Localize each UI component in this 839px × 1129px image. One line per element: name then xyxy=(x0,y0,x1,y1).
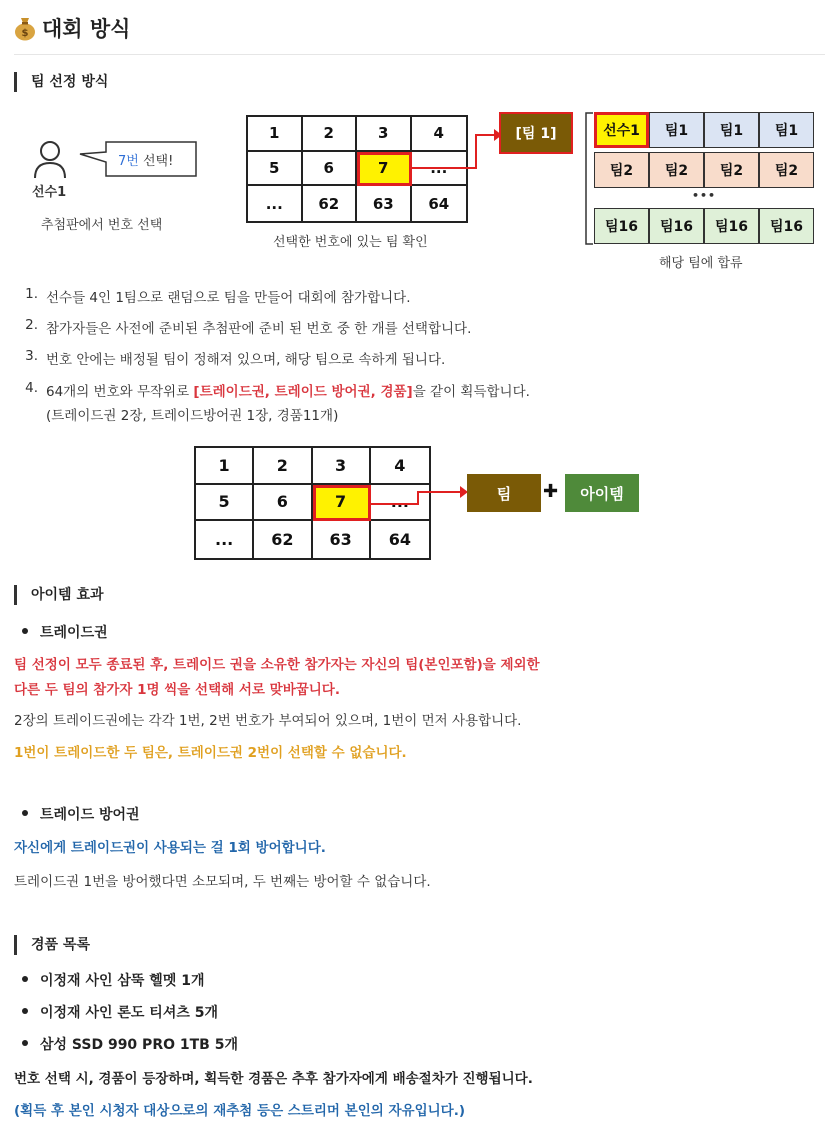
player-slot: 선수1 xyxy=(594,112,649,148)
board-cell: 1 xyxy=(248,117,303,152)
bubble-number: 7번 xyxy=(118,154,139,169)
bracket xyxy=(584,112,594,246)
team-table-cell: 팀2 xyxy=(704,152,759,188)
red-arrow xyxy=(408,125,503,175)
team-box: 팀 xyxy=(467,474,541,512)
items-highlight: [트레이드권, 트레이드 방어권, 경품] xyxy=(193,384,413,400)
section-heading-prizes: 경품 목록 xyxy=(14,935,90,955)
page-title-text: 대회 방식 xyxy=(42,17,131,41)
board-cell: 6 xyxy=(254,485,312,522)
prize-item: 삼성 SSD 990 PRO 1TB 5개 xyxy=(22,1034,238,1054)
board-cell: 3 xyxy=(313,448,371,485)
board-cell: 5 xyxy=(196,485,254,522)
prize-delivery-note: 번호 선택 시, 경품이 등장하며, 획득한 경품은 추후 참가자에게 배송절차가 진행됩니다. xyxy=(14,1071,533,1087)
page-title xyxy=(14,12,130,44)
plus-icon: ✚ xyxy=(543,481,559,502)
selected-cell: 7 xyxy=(357,152,412,187)
board-cell: 3 xyxy=(357,117,412,152)
caption-pick-number: 추첨판에서 번호 선택 xyxy=(41,218,163,233)
person-icon xyxy=(30,140,70,180)
trade-rule-line1: 팀 선정이 모두 종료된 후, 트레이드 권을 소유한 참가자는 자신의 팀(본인포함)을 제외한 xyxy=(14,657,540,673)
more-rows-dots: ••• xyxy=(691,189,717,202)
caption-check-team: 선택한 번호에 있는 팀 확인 xyxy=(273,235,428,250)
prize-item: 이정재 사인 론도 티셔츠 5개 xyxy=(22,1002,218,1022)
steps-list: 1. 선수들 4인 1팀으로 랜덤으로 팀을 만들어 대회에 참가합니다. 2. 참가자들은 사전에 준비된 추첨판에 준비 된 번호 중 한 개를 선택합니다. 3. 번호 안에는 배정될 팀이 정해져 있으며, 해당 팀으로 속하게 됩니다. 4. 64개의 번호와 무작위로 [트레이드권, 트레이드 방어권, 경품]을 같이 획득합니다. (트레이드권 2장, 트레이드방어권 1장, 경품11개) xyxy=(25,286,530,424)
trade-note: 2장의 트레이드권에는 각각 1번, 2번 번호가 부여되어 있으며, 1번이 먼저 사용합니다. xyxy=(14,713,522,729)
board-cell: ... xyxy=(196,521,254,558)
money-bag-icon xyxy=(14,15,36,41)
selected-cell: 7 xyxy=(313,485,371,522)
board-cell: 4 xyxy=(371,448,429,485)
team-table-cell: 팀16 xyxy=(704,208,759,244)
board-cell: 63 xyxy=(313,521,371,558)
board-cell: 62 xyxy=(303,186,358,221)
team-table-cell: 팀2 xyxy=(759,152,814,188)
bullet-dot xyxy=(22,1040,28,1046)
prize-item: 이정재 사인 삼뚝 헬멧 1개 xyxy=(22,970,204,990)
bullet-trade: 트레이드권 xyxy=(22,622,108,642)
svg-text:$: $ xyxy=(21,28,29,39)
defense-note: 트레이드권 1번을 방어했다면 소모되며, 두 번째는 방어할 수 없습니다. xyxy=(14,874,431,890)
team-table-cell: 팀16 xyxy=(759,208,814,244)
board-cell: ... xyxy=(412,152,467,187)
team-table-cell: 팀2 xyxy=(649,152,704,188)
board-cell: 2 xyxy=(303,117,358,152)
bullet-dot xyxy=(22,810,28,816)
trade-rule-line2: 다른 두 팀의 참가자 1명 씩을 선택해 서로 맞바꿉니다. xyxy=(14,682,340,698)
player-label: 선수1 xyxy=(32,185,67,200)
team-table-cell: 팀1 xyxy=(649,112,704,148)
bubble-text: 선택! xyxy=(138,154,174,169)
team-table-cell: 팀16 xyxy=(594,208,649,244)
team-table-cell: 팀16 xyxy=(649,208,704,244)
caption-join-team: 해당 팀에 합류 xyxy=(659,256,743,271)
item-box: 아이템 xyxy=(565,474,639,512)
board-cell: ... xyxy=(248,186,303,221)
section-heading-items: 아이템 효과 xyxy=(14,585,104,605)
red-arrow-2 xyxy=(368,474,470,514)
divider xyxy=(14,54,825,55)
board-cell: 4 xyxy=(412,117,467,152)
team-table-cell: 팀1 xyxy=(759,112,814,148)
board-cell: 64 xyxy=(388,530,411,550)
bullet-dot xyxy=(22,628,28,634)
board-cell: ... xyxy=(371,485,429,522)
prize-redraw-note: (획득 후 본인 시청자 대상으로의 재추첨 등은 스트리머 본인의 자유입니다.) xyxy=(14,1103,465,1119)
defense-rule: 자신에게 트레이드권이 사용되는 걸 1회 방어합니다. xyxy=(14,840,326,856)
board-cell: 63 xyxy=(357,186,412,221)
bullet-dot xyxy=(22,976,28,982)
board-cell: 2 xyxy=(254,448,312,485)
board-cell: 62 xyxy=(254,521,312,558)
board-cell: 5 xyxy=(248,152,303,187)
trade-restriction: 1번이 트레이드한 두 팀은, 트레이드권 2번이 선택할 수 없습니다. xyxy=(14,745,407,761)
section-heading-team: 팀 선정 방식 xyxy=(14,72,108,92)
board-cell: 64 xyxy=(428,194,450,213)
board-cell: 6 xyxy=(303,152,358,187)
board-cell: 1 xyxy=(196,448,254,485)
team-table-cell: 팀2 xyxy=(594,152,649,188)
team-tag: [팀 1] xyxy=(501,114,571,152)
speech-bubble xyxy=(78,140,198,178)
team-table xyxy=(594,112,814,246)
bullet-dot xyxy=(22,1008,28,1014)
bullet-defense: 트레이드 방어권 xyxy=(22,804,140,824)
team-table-cell: 팀1 xyxy=(704,112,759,148)
